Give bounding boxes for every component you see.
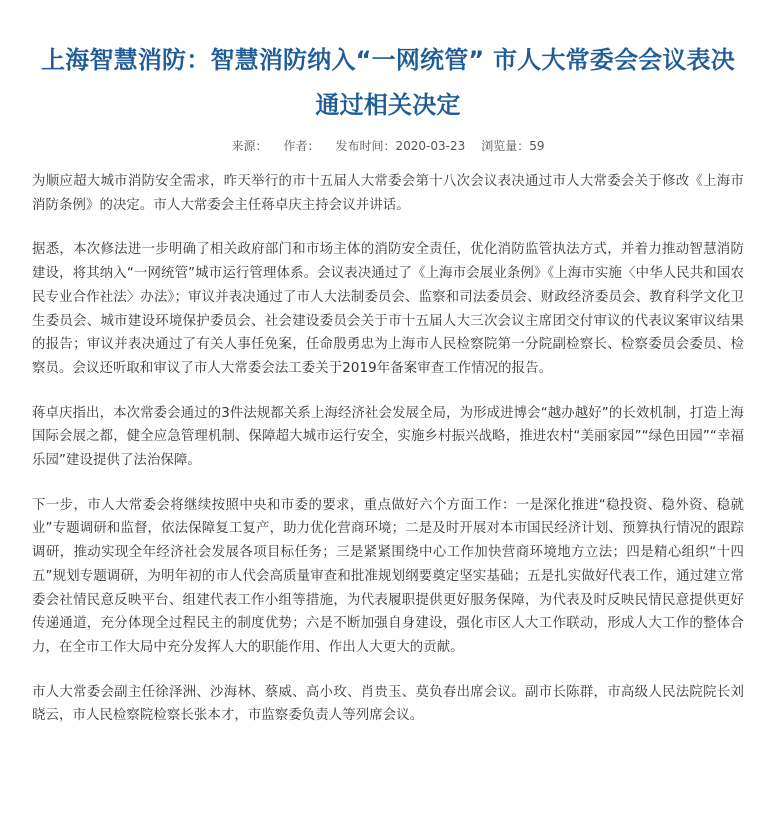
- paragraph-3: 蒋卓庆指出，本次常委会通过的3件法规都关系上海经济社会发展全局，为形成进博会“越办越好”的长效机制，打造上海国际会展之都，健全应急管理机制、保障超大城市运行安全，实施乡村振兴战略，推进农村“美丽家园”“绿色田园”“幸福乐园”建设提供了法治保障。: [32, 405, 744, 469]
- meta-author: 作者：: [283, 139, 320, 153]
- article-meta: [32, 134, 744, 158]
- paragraph-5: 市人大常委会副主任徐泽洲、沙海林、蔡威、高小玫、肖贵玉、莫负春出席会议。副市长陈群，市高级人民法院院长刘晓云，市人民检察院检察长张本才，市监察委负责人等列席会议。: [32, 684, 744, 724]
- paragraph-4: 下一步，市人大常委会将继续按照中央和市委的要求，重点做好六个方面工作：一是深化推进“稳投资、稳外资、稳就业”专题调研和监督，依法保障复工复产，助力优化营商环境；二是及时开展对本市国民经济计划、预算执行情况的跟踪调研，推动实现全年经济社会发展各项目标任务；三是紧紧围绕中心工作加快营商环境地方立法；四是精心组织“十四五”规划专题调研，为明年初的市人代会高质量审查和批准规划纲要奠定坚实基础；五是扎实做好代表工作，通过建立常委会社情民意反映平台、组建代表工作小组等措施，为代表履职提供更好服务保障，为代表及时反映民情民意提供更好传递通道，充分体现全过程民主的制度优势；六是不断加强自身建设，强化市区人大工作联动，形成人大工作的整体合力，在全市工作大局中充分发挥人大的职能作用、作出人大更大的贡献。: [32, 497, 744, 655]
- article-content: [32, 170, 744, 728]
- meta-publish-time: 发布时间：2020-03-23: [335, 139, 466, 153]
- article-title: 上海智慧消防：智慧消防纳入“一网统管” 市人大常委会会议表决通过相关决定: [41, 46, 735, 119]
- paragraph-1: 为顺应超大城市消防安全需求，昨天举行的市十五届人大常委会第十八次会议表决通过市人大常委会关于修改《上海市消防条例》的决定。市人大常委会主任蒋卓庆主持会议并讲话。: [32, 174, 744, 213]
- meta-source: 来源：: [231, 139, 268, 153]
- paragraph-2: 据悉，本次修法进一步明确了相关政府部门和市场主体的消防安全责任，优化消防监管执法方式，并着力推动智慧消防建设，将其纳入“一网统管”城市运行管理体系。会议表决通过了《上海市会展业条例》《上海市实施〈中华人民共和国农民专业合作社法〉办法》；审议并表决通过了市人大法制委员会、监察和司法委员会、财政经济委员会、教育科学文化卫生委员会、城市建设环境保护委员会、社会建设委员会关于市十五届人大三次会议主席团交付审议的代表议案审议结果的报告；审议并表决通过了有关人事任免案，任命殷勇忠为上海市人民检察院第一分院副检察长、检察委员会委员、检察员。会议还听取和审议了市人大常委会法工委关于2019年备案审查工作情况的报告。: [32, 242, 744, 376]
- meta-views: 浏览量：59: [481, 139, 545, 153]
